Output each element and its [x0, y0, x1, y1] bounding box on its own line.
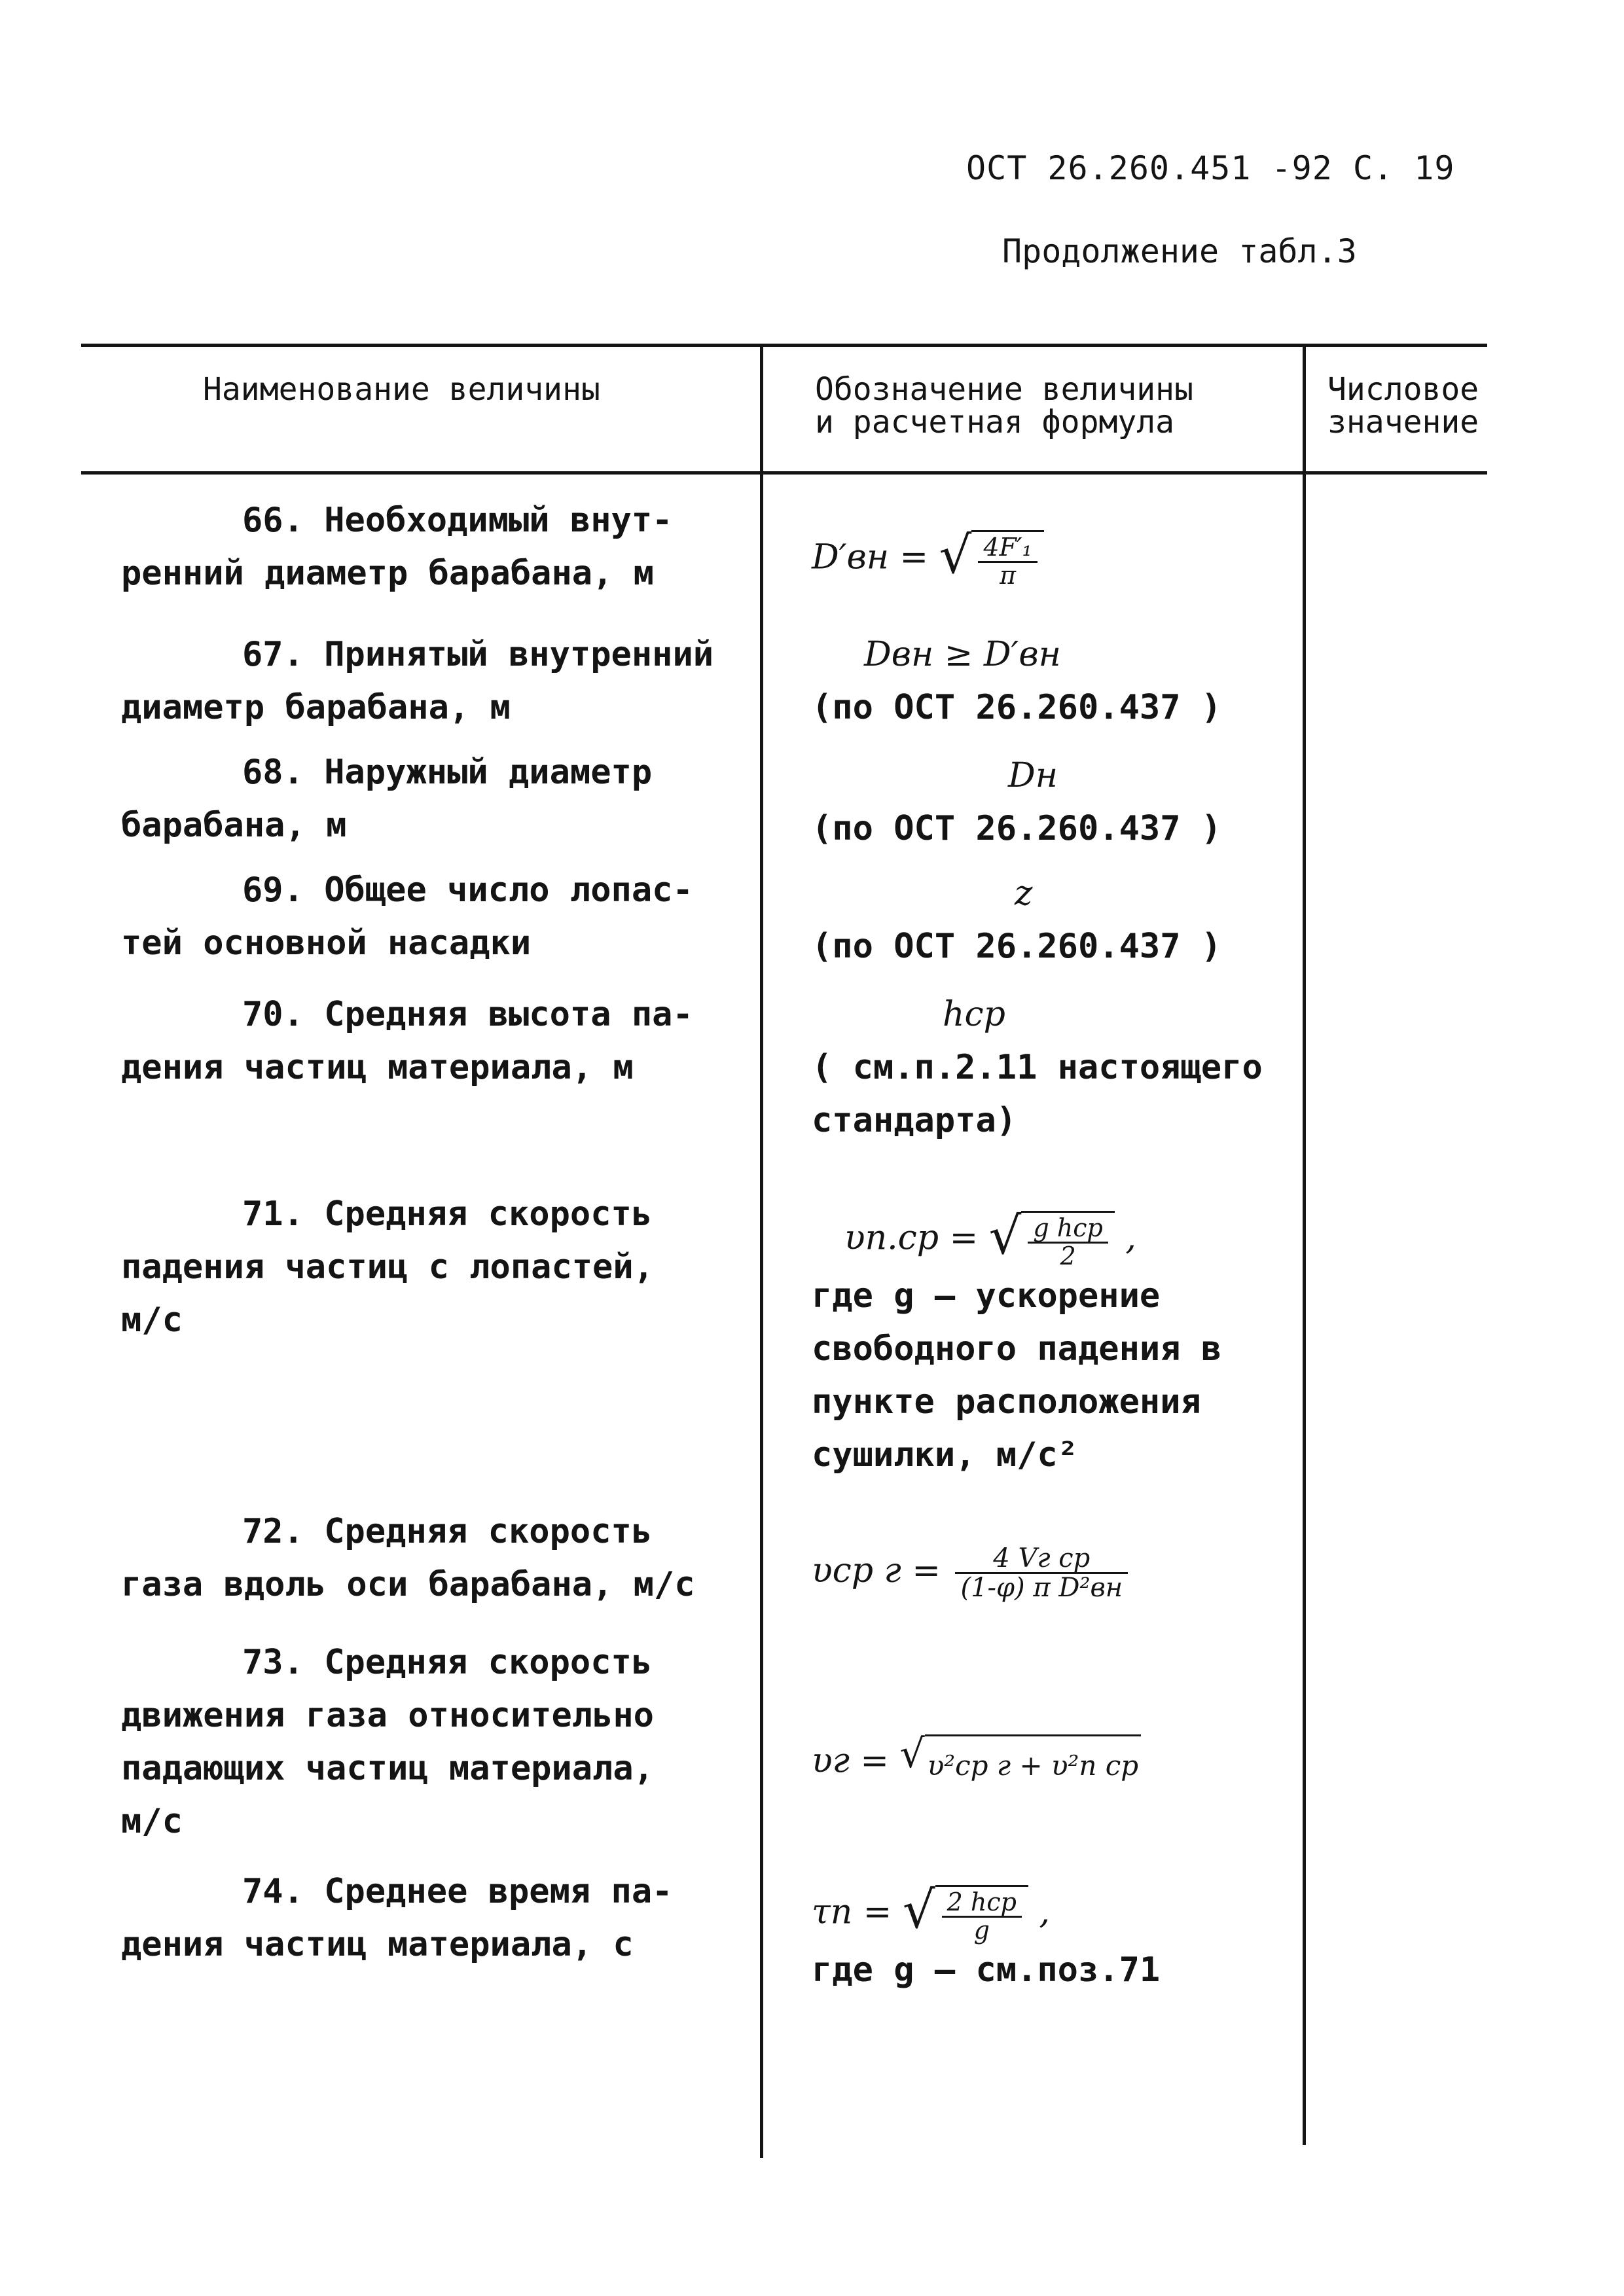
table-header-rule: [81, 471, 1487, 475]
table-row-70-formula: hср ( см.п.2.11 настоящего стандарта): [812, 995, 1263, 1140]
column-header-formula: Обозначение величины и расчетная формула: [815, 371, 1193, 441]
sqrt-symbol: √ υ²ср г + υ²п ср: [900, 1734, 1142, 1792]
table-row-73-formula: υг = √ υ²ср г + υ²п ср: [812, 1734, 1296, 1792]
column-divider-2: [1303, 345, 1306, 2145]
table-row-68-name: 68. Наружный диаметр барабана, м: [121, 753, 653, 845]
table-row-70-name: 70. Средняя высота па- дения частиц материала, м: [121, 995, 693, 1087]
table-row-69-name: 69. Общее число лопас- тей основной насадки: [121, 870, 693, 963]
table-row-67-name: 67. Принятый внутренний диаметр барабана, м: [121, 635, 714, 727]
table-row-74-formula: τп = √ $\frac{\text{2 hср}}{g}$ , где g – см.поз.71: [812, 1881, 1161, 1990]
table-row-71-formula: υп.ср = √ $\frac{\text{g hср}}{2}$ , где g – ускорение свободного падения в пункте расположения сушилки, м/с²: [812, 1207, 1222, 1475]
table-row-68-formula: Dн (по ОСТ 26.260.437 ): [812, 756, 1222, 848]
table-row-66-formula: D′вн = √ $\frac{\text{4F′₁}}{\pi}$: [812, 530, 1296, 589]
table-row-74-name: 74. Среднее время па- дения частиц материала, с: [121, 1872, 673, 1964]
table-row-69-formula: z (по ОСТ 26.260.437 ): [812, 874, 1222, 966]
table-row-72-name: 72. Средняя скорость газа вдоль оси барабана, м/с: [121, 1512, 695, 1604]
column-header-value: Числовое значение: [1327, 371, 1479, 441]
table-row-73-name: 73. Средняя скорость движения газа относительно падающих частиц материала, м/с: [121, 1643, 654, 1841]
sqrt-symbol: √ $\frac{\text{4F′₁}}{\pi}$: [939, 530, 1044, 589]
sqrt-symbol: √ $\frac{\text{2 hср}}{g}$: [903, 1885, 1028, 1944]
table-top-rule: [81, 344, 1487, 347]
column-header-name: Наименование величины: [203, 371, 600, 408]
document-code: ОСТ 26.260.451 -92 С. 19: [966, 149, 1455, 187]
table-row-67-formula: Dвн ≥ D′вн (по ОСТ 26.260.437 ): [812, 635, 1222, 727]
table-row-66-name: 66. Необходимый внут- ренний диаметр барабана, м: [121, 501, 673, 593]
table-row-71-name: 71. Средняя скорость падения частиц с лопастей, м/с: [121, 1194, 654, 1340]
sqrt-symbol: √ $\frac{\text{g hср}}{2}$: [989, 1211, 1115, 1270]
table-continuation-caption: Продолжение табл.3: [1002, 232, 1357, 270]
table-row-72-formula: υср г = $\frac{\text{4 Vг ср}}{\text{(1-φ) π D²вн}}$: [812, 1545, 1296, 1602]
column-divider-1: [760, 345, 763, 2158]
